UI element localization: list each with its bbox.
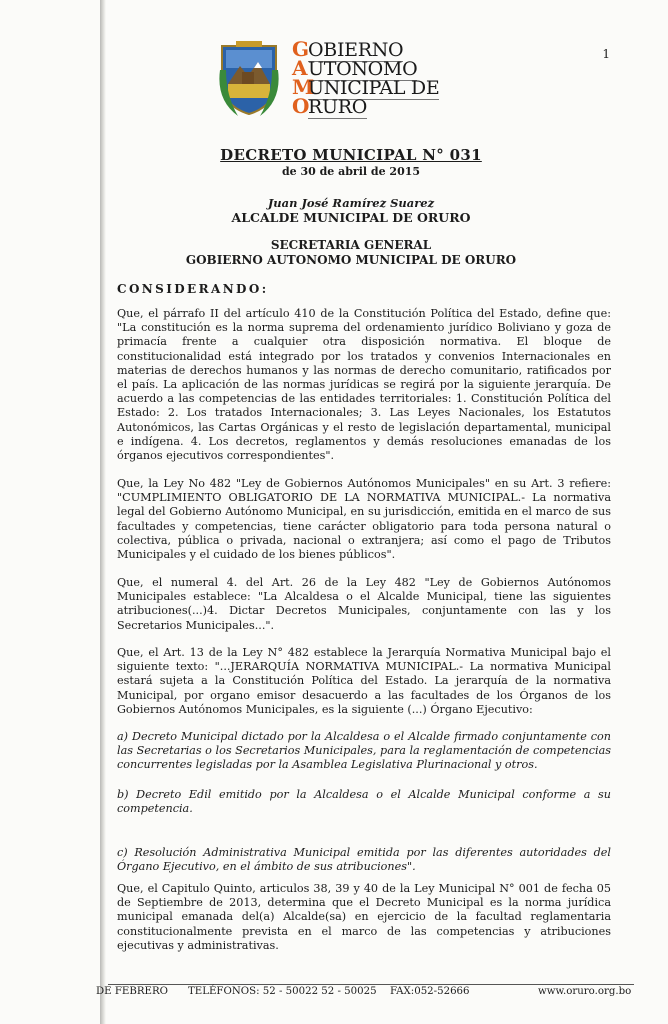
institution-name-line: MUNICIPAL DE — [292, 75, 440, 99]
paragraph: Que, la Ley No 482 "Ley de Gobiernos Autónomos Municipales" en su Art. 3 refiere: "CUMPLIMIENTO OBLIGATORIO DE LA NORMATIVA MUNICIPAL.- La normativa legal del Gobierno Autónomo Municipal, en su jurisdicción, emitida en el marco de sus facultades y competencias, tiene carácter obligatorio para toda persona natural o colectiva, pública o privada, nacional o extranjera; así como el pago de Tributos Municipales y el cuidado de los bienes públicos". — [117, 477, 611, 562]
paragraph: Que, el párrafo II del artículo 410 de la Constitución Política del Estado, define que: "La constitución es la norma suprema del ordenamiento jurídico Boliviano y goza de primacía frente a cualquier otra disposición normativa. El bloque de constitucionalidad está integrado por los tratados y convenios Internacionales en materias de derechos humanos y las normas de derecho comunitario, ratificados por el país. La aplicación de las normas jurídicas se regirá por la siguiente jerarquía. De acuerdo a las competencias de las entidades territoriales: 1. Constitución Política del Estado: 2. Los tratados Internacionales; 3. Las Leyes Nacionales, los Estatutos Autonómicos, las Cartas Orgánicas y el resto de legislación departamental, municipal e indígena. 4. Los decretos, reglamentos y demás resoluciones emanadas de los órganos ejecutivos correspondientes". — [117, 307, 611, 463]
decree-title: DECRETO MUNICIPAL N° 031 — [220, 146, 482, 164]
paragraph: Que, el Art. 13 de la Ley N° 482 establece la Jerarquía Normativa Municipal bajo el siguiente texto: "...JERARQUÍA NORMATIVA MUNICIPAL.- La normativa Municipal estará sujeta a la Constitución Política del Estado. La jerarquía de la normativa Municipal, por organo emisor desacuerdo a las facultades de los Órganos de los Gobiernos Autónomos Municipales, es la siguiente (...) Órgano Ejecutivo: — [117, 646, 611, 716]
institution-name-line: GOBIERNO — [292, 37, 404, 61]
decree-date: de 30 de abril de 2015 — [281, 165, 421, 178]
footer-website: www.oruro.org.bo — [538, 986, 632, 997]
page-number: 1 — [602, 47, 610, 61]
list-item: a) Decreto Municipal dictado por la Alcaldesa o el Alcalde firmado conjuntamente con las Secretarias o los Secretarios Municipales, para la reglamentación de competencias concurrentes legisladas por la Asamblea Legislativa Plurinacional y otros. — [117, 730, 611, 772]
department-line: GOBIERNO AUTONOMO MUNICIPAL DE ORURO — [185, 253, 517, 267]
institution-name — [292, 37, 440, 118]
initial-letter: M — [292, 75, 314, 99]
mayor-title: ALCALDE MUNICIPAL DE ORURO — [231, 210, 471, 225]
footer-address: DE FEBRERO — [96, 986, 168, 997]
list-item: c) Resolución Administrativa Municipal emitida por las diferentes autoridades del Órgano Ejecutivo, en el ámbito de sus atribuciones". — [117, 846, 611, 874]
institution-name-line: AUTONOMO — [292, 56, 418, 80]
department-line: SECRETARIA GENERAL — [270, 238, 432, 252]
footer-divider — [108, 984, 634, 985]
initial-letter: A — [292, 56, 308, 80]
initial-letter: O — [292, 94, 310, 118]
footer-phones: TELÉFONOS: 52 - 50022 52 - 50025 — [188, 986, 377, 997]
initial-letter: G — [292, 37, 309, 61]
footer-fax: FAX:052-52666 — [390, 986, 470, 997]
letterhead — [218, 37, 478, 122]
mayor-name: Juan José Ramírez Suarez — [267, 196, 435, 210]
institution-name-line: ORURO — [292, 94, 368, 118]
paragraph: Que, el numeral 4. del Art. 26 de la Ley 482 "Ley de Gobiernos Autónomos Municipales establece: "La Alcaldesa o el Alcalde Municipal, tiene las siguientes atribuciones(...)4. Dictar Decretos Municipales, conjuntamente con las y los Secretarios Municipales...". — [117, 576, 611, 632]
list-item: b) Decreto Edil emitido por la Alcaldesa o el Alcalde Municipal conforme a su competencia. — [117, 788, 611, 816]
paragraph: Que, el Capitulo Quinto, articulos 38, 39 y 40 de la Ley Municipal N° 001 de fecha 05 de Septiembre de 2013, determina que el Decreto Municipal es la norma jurídica municipal emanada del(a) Alcalde(sa) en ejercicio de la facultad reglamentaria constitucionalmente prevista en el marco de las competencias y atribuciones ejecutivas y administrativas. — [117, 882, 611, 952]
considerando-heading: CONSIDERANDO: — [117, 282, 269, 296]
oruro-coat-of-arms-icon — [218, 40, 280, 118]
